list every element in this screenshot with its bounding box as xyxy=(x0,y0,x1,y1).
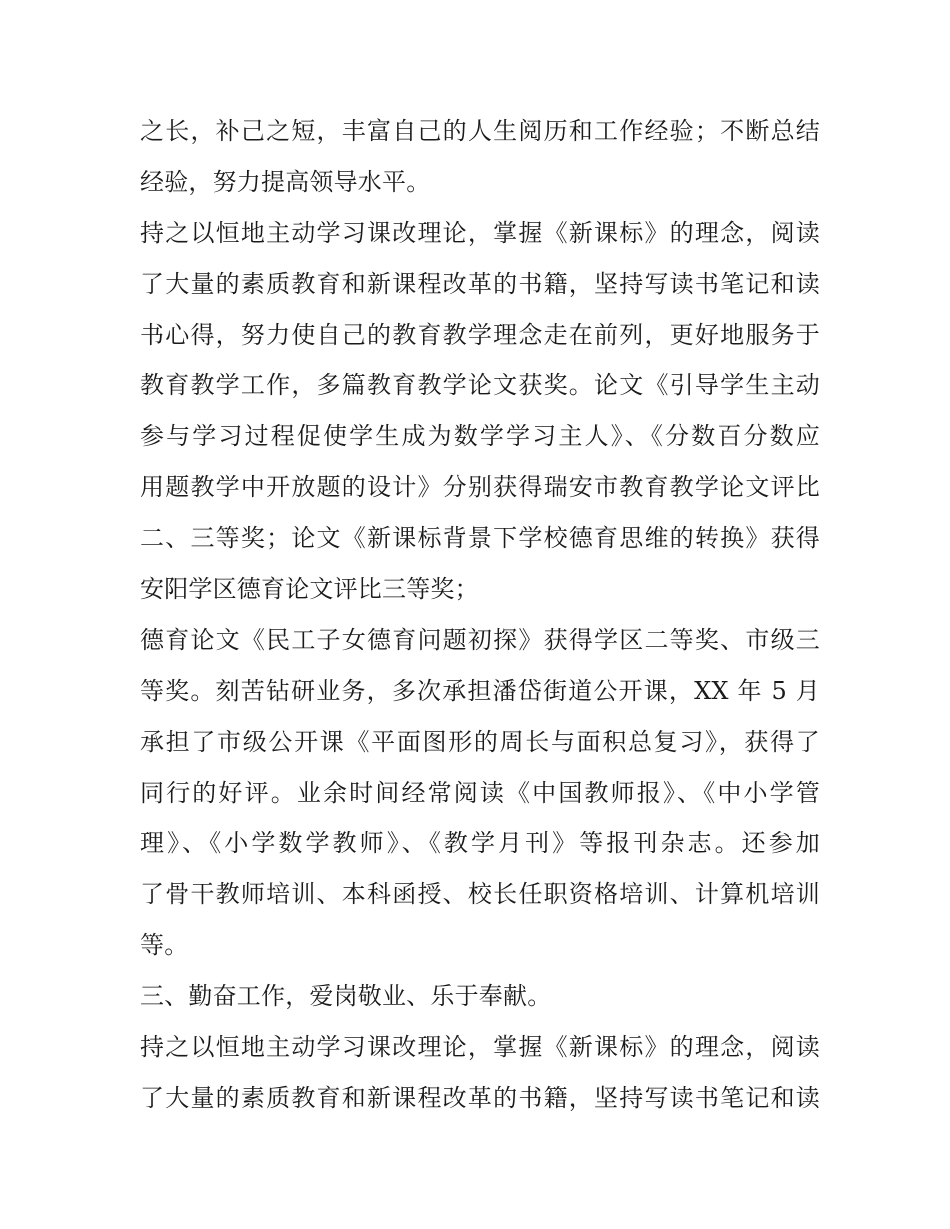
text-line: 参与学习过程促使学生成为数学学习主人》、《分数百分数应 xyxy=(140,422,820,451)
text-line: 用题教学中开放题的设计》分别获得瑞安市教育教学论文评比 xyxy=(140,473,820,502)
text-line: 理》、《小学数学教师》、《教学月刊》等报刊杂志。还参加 xyxy=(140,829,820,858)
text-line: 书心得，努力使自己的教育教学理念走在前列，更好地服务于 xyxy=(140,320,820,349)
text-line: 等。 xyxy=(140,931,189,960)
text-line: 教育教学工作，多篇教育教学论文获奖。论文《引导学生主动 xyxy=(140,371,820,400)
body-text xyxy=(140,106,820,1124)
text-line: 德育论文《民工子女德育问题初探》获得学区二等奖、市级三 xyxy=(140,625,820,654)
text-line: 等奖。刻苦钻研业务，多次承担潘岱街道公开课，XX 年 5 月 xyxy=(140,676,820,705)
text-line: 了大量的素质教育和新课程改革的书籍，坚持写读书笔记和读 xyxy=(140,1083,820,1112)
text-line: 了大量的素质教育和新课程改革的书籍，坚持写读书笔记和读 xyxy=(140,269,820,298)
section-heading: 三、勤奋工作，爱岗敬业、乐于奉献。 xyxy=(140,982,552,1011)
text-line: 持之以恒地主动学习课改理论，掌握《新课标》的理念，阅读 xyxy=(140,218,820,247)
text-line: 持之以恒地主动学习课改理论，掌握《新课标》的理念，阅读 xyxy=(140,1033,820,1062)
text-line: 了骨干教师培训、本科函授、校长任职资格培训、计算机培训 xyxy=(140,880,820,909)
text-line: 之长，补己之短，丰富自己的人生阅历和工作经验；不断总结 xyxy=(140,117,820,145)
text-line: 同行的好评。业余时间经常阅读《中国教师报》、《中小学管 xyxy=(140,778,820,807)
text-line: 二、三等奖；论文《新课标背景下学校德育思维的转换》获得 xyxy=(140,524,820,553)
text-line: 承担了市级公开课《平面图形的周长与面积总复习》，获得了 xyxy=(140,727,820,756)
text-line: 经验，努力提高领导水平。 xyxy=(140,167,431,196)
text-line: 安阳学区德育论文评比三等奖； xyxy=(140,575,479,604)
